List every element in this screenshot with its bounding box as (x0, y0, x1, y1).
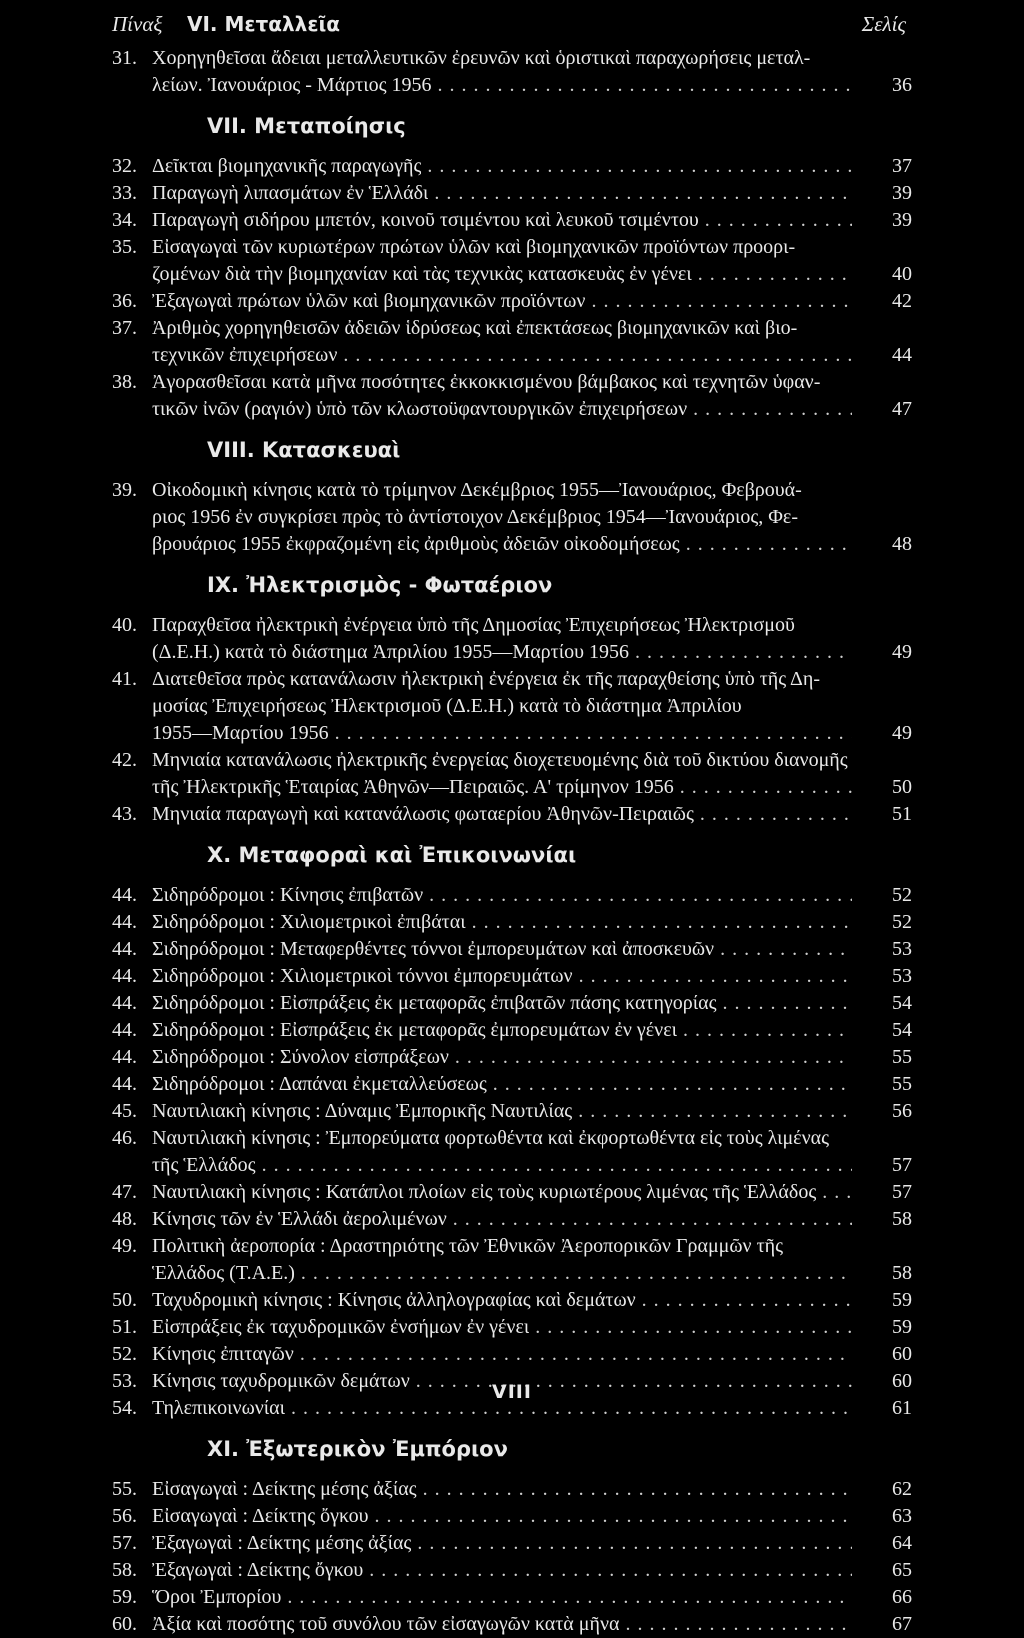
entry-number: 44. (112, 938, 137, 960)
entry-title-line: τῆς Ἠλεκτρικῆς Ἑταιρίας Ἀθηνῶν—Πειραιῶς. Α' τρίμηνον 1956 (152, 776, 674, 798)
entry-number: 53. (112, 1370, 137, 1392)
entry-final-line (152, 1260, 912, 1287)
entry-number: 32. (112, 155, 137, 177)
dot-leader (680, 774, 852, 801)
entry-body (152, 1017, 912, 1044)
entry-title-line: μοσίας Ἐπιχειρήσεως Ἠλεκτρισμοῦ (Δ.Ε.Η.) κατὰ τὸ διάστημα Ἀπριλίου (152, 695, 742, 717)
entry-page-number: 55 (892, 1073, 912, 1095)
entry-title-line: Διατεθεῖσα πρὸς κατανάλωσιν ἠλεκτρικὴ ἐνέργεια ἐκ τῆς παραχθείσης ὑπὸ τῆς Δη- (152, 668, 821, 690)
dot-leader (455, 1044, 852, 1071)
entry-final-line (152, 531, 912, 558)
section-heading: XI. Ἐξωτερικὸν Ἐμπόριον (207, 1437, 508, 1461)
entry-body (152, 45, 912, 99)
header-left-label: Πίναξ (112, 12, 163, 36)
dot-leader (591, 288, 852, 315)
toc-entry (112, 1530, 912, 1557)
dot-leader (427, 153, 852, 180)
entry-page-number: 57 (892, 1154, 912, 1176)
toc-entry (112, 1476, 912, 1503)
entry-final-line (152, 1152, 912, 1179)
entry-page-number: 37 (892, 155, 912, 177)
entry-title-line: Πολιτικὴ ἀεροπορία : Δραστηριότης τῶν Ἐθνικῶν Ἀεροπορικῶν Γραμμῶν τῆς (152, 1235, 784, 1257)
entry-title-line: Σιδηρόδρομοι : Κίνησις ἐπιβατῶν (152, 884, 424, 906)
entry-number: 44. (112, 1046, 137, 1068)
entry-title-line: Σιδηρόδρομοι : Χιλιομετρικοὶ τόννοι ἐμπορευμάτων (152, 965, 573, 987)
entry-title-line: Ναυτιλιακὴ κίνησις : Ἐμπορεύματα φορτωθέντα καὶ ἐκφορτωθέντα εἰς τοὺς λιμένας (152, 1127, 830, 1149)
entry-title-line: Σιδηρόδρομοι : Εἰσπράξεις ἐκ μεταφορᾶς ἐμπορευμάτων ἐν γένει (152, 1019, 677, 1041)
entry-title-line: τῆς Ἑλλάδος (152, 1154, 256, 1176)
toc-entry (112, 180, 912, 207)
entry-title-line: Οἰκοδομικὴ κίνησις κατὰ τὸ τρίμηνον Δεκέμβριος 1955—Ἰανουάριος, Φεβρουά- (152, 479, 802, 501)
entry-final-line (152, 882, 912, 909)
entry-final-line (152, 1530, 912, 1557)
toc-entry (112, 207, 912, 234)
entry-final-line (152, 1179, 912, 1206)
toc-entry (112, 1611, 912, 1638)
toc-entry (112, 153, 912, 180)
entry-page-number: 62 (892, 1478, 912, 1500)
entry-number: 34. (112, 209, 137, 231)
entry-body (152, 990, 912, 1017)
entry-final-line (152, 774, 912, 801)
entry-final-line (152, 801, 912, 828)
entry-page-number: 39 (892, 209, 912, 231)
section-heading: VII. Μεταποίησις (207, 114, 406, 138)
entry-final-line (152, 990, 912, 1017)
toc-entry (112, 1341, 912, 1368)
entry-final-line (152, 639, 912, 666)
entry-title-line: Σιδηρόδρομοι : Σύνολον εἰσπράξεων (152, 1046, 449, 1068)
entry-body (152, 1098, 912, 1125)
entry-title-line: Παραγωγὴ σιδήρου μπετόν, κοινοῦ τσιμέντου καὶ λευκοῦ τσιμέντου (152, 209, 699, 231)
entry-number: 44. (112, 884, 137, 906)
entry-number: 39. (112, 479, 137, 501)
toc-entry (112, 288, 912, 315)
entry-body (152, 882, 912, 909)
dot-leader (453, 1206, 852, 1233)
entry-number: 59. (112, 1586, 137, 1608)
entry-title-line: 1955—Μαρτίου 1956 (152, 722, 329, 744)
entry-final-line (152, 1611, 912, 1638)
entry-page-number: 36 (892, 74, 912, 96)
entry-number: 56. (112, 1505, 137, 1527)
toc-entry (112, 1125, 912, 1179)
page-number: VIII (492, 1381, 532, 1403)
entry-page-number: 67 (892, 1613, 912, 1635)
entry-body (152, 1233, 912, 1287)
entry-title-line: βρουάριος 1955 ἐκφραζομένη εἰς ἀριθμοὺς ἀδειῶν οἰκοδομήσεως (152, 533, 680, 555)
entry-final-line (152, 1071, 912, 1098)
entry-final-line (152, 342, 912, 369)
entry-page-number: 42 (892, 290, 912, 312)
entry-page-number: 65 (892, 1559, 912, 1581)
dot-leader (335, 720, 852, 747)
entry-body (152, 1341, 912, 1368)
toc-entry (112, 1179, 912, 1206)
entry-number: 47. (112, 1181, 137, 1203)
entry-page-number: 50 (892, 776, 912, 798)
entry-page-number: 53 (892, 965, 912, 987)
entry-number: 31. (112, 47, 137, 69)
entry-title-line: Σιδηρόδρομοι : Χιλιομετρικοὶ ἐπιβάται (152, 911, 466, 933)
entry-number: 52. (112, 1343, 137, 1365)
entry-page-number: 52 (892, 884, 912, 906)
entry-number: 36. (112, 290, 137, 312)
dot-leader (343, 342, 852, 369)
entry-title-line: τικῶν ἰνῶν (ραγιόν) ὑπὸ τῶν κλωστοϋφαντουργικῶν ἐπιχειρήσεων (152, 398, 688, 420)
dot-leader (578, 1098, 852, 1125)
dot-leader (720, 936, 852, 963)
dot-leader (369, 1557, 852, 1584)
entry-body (152, 369, 912, 423)
dot-leader (700, 801, 852, 828)
toc-entry (112, 882, 912, 909)
entry-body (152, 612, 912, 666)
dot-leader (535, 1314, 852, 1341)
entry-final-line (152, 1314, 912, 1341)
entry-title-line: Ναυτιλιακὴ κίνησις : Δύναμις Ἐμπορικῆς Ναυτιλίας (152, 1100, 573, 1122)
entry-final-line (152, 1287, 912, 1314)
entry-number: 60. (112, 1613, 137, 1635)
entry-title-line: Ἐξαγωγαὶ : Δείκτης μέσης ἀξίας (152, 1532, 412, 1554)
entry-number: 44. (112, 992, 137, 1014)
entry-page-number: 66 (892, 1586, 912, 1608)
entry-number: 37. (112, 317, 137, 339)
dot-leader (438, 72, 852, 99)
entry-title-line: ριος 1956 ἐν συγκρίσει πρὸς τὸ ἀντίστοιχον Δεκέμβριος 1954—Ἰανουάριος, Φε- (152, 506, 798, 528)
entry-final-line (152, 909, 912, 936)
entry-page-number: 57 (892, 1181, 912, 1203)
toc-entry (112, 909, 912, 936)
dot-leader (693, 396, 852, 423)
entry-body (152, 207, 912, 234)
dot-leader (635, 639, 852, 666)
entry-number: 35. (112, 236, 137, 258)
toc-entry (112, 1314, 912, 1341)
entry-number: 44. (112, 965, 137, 987)
entry-body (152, 1206, 912, 1233)
entry-number: 58. (112, 1559, 137, 1581)
entry-title-line: Ἐξαγωγαὶ πρώτων ὑλῶν καὶ βιομηχανικῶν προϊόντων (152, 290, 586, 312)
dot-leader (375, 1503, 852, 1530)
entry-title-line: ζομένων διὰ τὴν βιομηχανίαν καὶ τὰς τεχνικὰς κατασκευὰς ἐν γένει (152, 263, 692, 285)
entry-body (152, 1044, 912, 1071)
dot-leader (683, 1017, 852, 1044)
entry-body (152, 1287, 912, 1314)
entry-title-line: Εἰσαγωγαὶ : Δείκτης ὄγκου (152, 1505, 369, 1527)
entry-final-line (152, 207, 912, 234)
entry-body (152, 801, 912, 828)
entry-number: 43. (112, 803, 137, 825)
entry-body (152, 288, 912, 315)
dot-leader (822, 1179, 852, 1206)
entry-body (152, 234, 912, 288)
toc-entry (112, 1503, 912, 1530)
entry-final-line (152, 1341, 912, 1368)
entry-page-number: 40 (892, 263, 912, 285)
toc-entry (112, 612, 912, 666)
dot-leader (287, 1584, 852, 1611)
entry-page-number: 49 (892, 722, 912, 744)
toc-entry (112, 1557, 912, 1584)
entry-title-line: Παραγωγὴ λιπασμάτων ἐν Ἑλλάδι (152, 182, 429, 204)
toc-entry (112, 1233, 912, 1287)
entry-final-line (152, 396, 912, 423)
entry-page-number: 58 (892, 1262, 912, 1284)
toc-entry (112, 477, 912, 558)
entry-body (152, 1071, 912, 1098)
entry-title-line: λείων. Ἰανουάριος - Μάρτιος 1956 (152, 74, 432, 96)
entry-title-line: Ναυτιλιακὴ κίνησις : Κατάπλοι πλοίων εἰς τοὺς κυριωτέρους λιμένας τῆς Ἑλλάδος (152, 1181, 817, 1203)
entry-number: 44. (112, 911, 137, 933)
entry-body (152, 1179, 912, 1206)
dot-leader (429, 882, 852, 909)
entry-body (152, 1584, 912, 1611)
entry-page-number: 56 (892, 1100, 912, 1122)
toc-entry (112, 963, 912, 990)
dot-leader (705, 207, 852, 234)
entry-final-line (152, 1206, 912, 1233)
toc-entry (112, 1044, 912, 1071)
dot-leader (579, 963, 852, 990)
dot-leader (262, 1152, 852, 1179)
entry-title-line: Ταχυδρομικὴ κίνησις : Κίνησις ἀλληλογραφίας καὶ δεμάτων (152, 1289, 636, 1311)
entry-page-number: 54 (892, 1019, 912, 1041)
toc-entry (112, 315, 912, 369)
entry-title-line: Εἰσαγωγαὶ : Δείκτης μέσης ἀξίας (152, 1478, 417, 1500)
dot-leader (301, 1260, 852, 1287)
dot-leader (625, 1611, 852, 1638)
entry-body (152, 1503, 912, 1530)
entry-number: 46. (112, 1127, 137, 1149)
entry-final-line (152, 261, 912, 288)
toc-entry (112, 1206, 912, 1233)
entry-body (152, 315, 912, 369)
entry-title-line: Ἐξαγωγαὶ : Δείκτης ὄγκου (152, 1559, 364, 1581)
entry-body (152, 666, 912, 747)
entry-number: 45. (112, 1100, 137, 1122)
entry-title-line: τεχνικῶν ἐπιχειρήσεων (152, 344, 338, 366)
entry-body (152, 1611, 912, 1638)
entry-page-number: 49 (892, 641, 912, 663)
toc-entry (112, 1017, 912, 1044)
entry-body (152, 180, 912, 207)
entry-number: 38. (112, 371, 137, 393)
entry-final-line (152, 936, 912, 963)
header-section-title: VI. Μεταλλεῖα (187, 12, 340, 36)
entry-page-number: 61 (892, 1397, 912, 1419)
entry-number: 50. (112, 1289, 137, 1311)
entry-title-line: Παραχθεῖσα ἠλεκτρικὴ ἐνέργεια ὑπὸ τῆς Δημοσίας Ἐπιχειρήσεως Ἠλεκτρισμοῦ (152, 614, 795, 636)
dot-leader (472, 909, 852, 936)
entry-title-line: Τηλεπικοινωνίαι (152, 1397, 286, 1419)
entry-number: 55. (112, 1478, 137, 1500)
entry-title-line: Ἑλλάδος (Τ.Α.Ε.) (152, 1262, 295, 1284)
toc-entry (112, 45, 912, 99)
entry-body (152, 1125, 912, 1179)
entry-title-line: Ἀγορασθεῖσαι κατὰ μῆνα ποσότητες ἐκκοκκισμένου βάμβακος καὶ τεχνητῶν ὑφαν- (152, 371, 821, 393)
entry-title-line: Κίνησις ἐπιταγῶν (152, 1343, 294, 1365)
entry-final-line (152, 720, 912, 747)
entry-title-line: Εἰσπράξεις ἐκ ταχυδρομικῶν ἐνσήμων ἐν γένει (152, 1316, 530, 1338)
header-right-label: Σελίς (861, 12, 906, 36)
entry-number: 44. (112, 1073, 137, 1095)
entry-page-number: 64 (892, 1532, 912, 1554)
toc-entry (112, 1287, 912, 1314)
entry-number: 54. (112, 1397, 137, 1419)
entry-final-line (152, 1476, 912, 1503)
toc-entry (112, 1584, 912, 1611)
entry-title-line: Μηνιαία κατανάλωσις ἠλεκτρικῆς ἐνεργείας διοχετευομένης διὰ τοῦ δικτύου διανομῆς (152, 749, 848, 771)
entry-number: 51. (112, 1316, 137, 1338)
entry-body (152, 936, 912, 963)
toc-entry (112, 1071, 912, 1098)
entry-page-number: 59 (892, 1289, 912, 1311)
entry-page-number: 47 (892, 398, 912, 420)
entry-title-line: Ἀριθμὸς χορηγηθεισῶν ἀδειῶν ἱδρύσεως καὶ ἐπεκτάσεως βιομηχανικῶν καὶ βιο- (152, 317, 798, 339)
entry-title-line: Εἰσαγωγαὶ τῶν κυριωτέρων πρώτων ὑλῶν καὶ βιομηχανικῶν προϊόντων προορι- (152, 236, 796, 258)
entry-title-line: Ὅροι Ἐμπορίου (152, 1586, 282, 1608)
entry-final-line (152, 1044, 912, 1071)
entry-title-line: Σιδηρόδρομοι : Μεταφερθέντες τόννοι ἐμπορευμάτων καὶ ἀποσκευῶν (152, 938, 715, 960)
entry-body (152, 1476, 912, 1503)
section-heading: X. Μεταφοραὶ καὶ Ἐπικοινωνίαι (207, 843, 577, 867)
dot-leader (493, 1071, 852, 1098)
entry-body (152, 1530, 912, 1557)
entry-page-number: 60 (892, 1370, 912, 1392)
entry-body (152, 153, 912, 180)
entry-body (152, 747, 912, 801)
dot-leader (723, 990, 852, 1017)
entry-number: 49. (112, 1235, 137, 1257)
entry-page-number: 60 (892, 1343, 912, 1365)
entry-final-line (152, 963, 912, 990)
entry-page-number: 53 (892, 938, 912, 960)
entry-number: 33. (112, 182, 137, 204)
dot-leader (434, 180, 852, 207)
dot-leader (642, 1287, 852, 1314)
toc-entry (112, 1098, 912, 1125)
entry-title-line: Χορηγηθεῖσαι ἄδειαι μεταλλευτικῶν ἐρευνῶν καὶ ὁριστικαὶ παραχωρήσεις μεταλ- (152, 47, 811, 69)
dot-leader (300, 1341, 852, 1368)
entry-number: 40. (112, 614, 137, 636)
entry-title-line: Ἀξία καὶ ποσότης τοῦ συνόλου τῶν εἰσαγωγῶν κατὰ μῆνα (152, 1613, 620, 1635)
toc-entry (112, 369, 912, 423)
toc-entry (112, 666, 912, 747)
entry-final-line (152, 1584, 912, 1611)
entry-final-line (152, 1017, 912, 1044)
entry-body (152, 477, 912, 558)
entry-final-line (152, 1557, 912, 1584)
toc-entry (112, 990, 912, 1017)
entry-final-line (152, 288, 912, 315)
toc-entry (112, 747, 912, 801)
entry-final-line (152, 153, 912, 180)
dot-leader (698, 261, 852, 288)
dot-leader (686, 531, 852, 558)
entry-final-line (152, 180, 912, 207)
entry-title-line: (Δ.Ε.Η.) κατὰ τὸ διάστημα Ἀπριλίου 1955—Μαρτίου 1956 (152, 641, 629, 663)
entry-final-line (152, 1503, 912, 1530)
entry-page-number: 52 (892, 911, 912, 933)
entry-page-number: 44 (892, 344, 912, 366)
toc-entry (112, 801, 912, 828)
entry-final-line (152, 1098, 912, 1125)
entry-page-number: 51 (892, 803, 912, 825)
section-heading: IX. Ἠλεκτρισμὸς - Φωταέριον (207, 573, 553, 597)
entry-body (152, 963, 912, 990)
entry-page-number: 63 (892, 1505, 912, 1527)
entry-final-line (152, 72, 912, 99)
section-heading: VIII. Κατασκευαὶ (207, 438, 401, 462)
entry-page-number: 48 (892, 533, 912, 555)
entry-page-number: 58 (892, 1208, 912, 1230)
toc-entry (112, 234, 912, 288)
page-header (112, 12, 906, 42)
entry-body (152, 1314, 912, 1341)
entry-number: 41. (112, 668, 137, 690)
entry-title-line: Κίνησις τῶν ἐν Ἑλλάδι ἀερολιμένων (152, 1208, 447, 1230)
entry-title-line: Σιδηρόδρομοι : Δαπάναι ἐκμεταλλεύσεως (152, 1073, 487, 1095)
toc-entry (112, 936, 912, 963)
entry-page-number: 54 (892, 992, 912, 1014)
dot-leader (423, 1476, 852, 1503)
entry-title-line: Σιδηρόδρομοι : Εἰσπράξεις ἐκ μεταφορᾶς ἐπιβατῶν πάσης κατηγορίας (152, 992, 717, 1014)
dot-leader (417, 1530, 852, 1557)
entry-title-line: Κίνησις ταχυδρομικῶν δεμάτων (152, 1370, 410, 1392)
entry-page-number: 55 (892, 1046, 912, 1068)
entry-number: 57. (112, 1532, 137, 1554)
entry-number: 44. (112, 1019, 137, 1041)
entry-number: 48. (112, 1208, 137, 1230)
entry-title-line: Δεῖκται βιομηχανικῆς παραγωγῆς (152, 155, 422, 177)
entry-page-number: 39 (892, 182, 912, 204)
entry-number: 42. (112, 749, 137, 771)
entry-body (152, 1557, 912, 1584)
entry-page-number: 59 (892, 1316, 912, 1338)
entry-title-line: Μηνιαία παραγωγὴ καὶ κατανάλωσις φωταερίου Ἀθηνῶν-Πειραιῶς (152, 803, 694, 825)
entry-body (152, 909, 912, 936)
